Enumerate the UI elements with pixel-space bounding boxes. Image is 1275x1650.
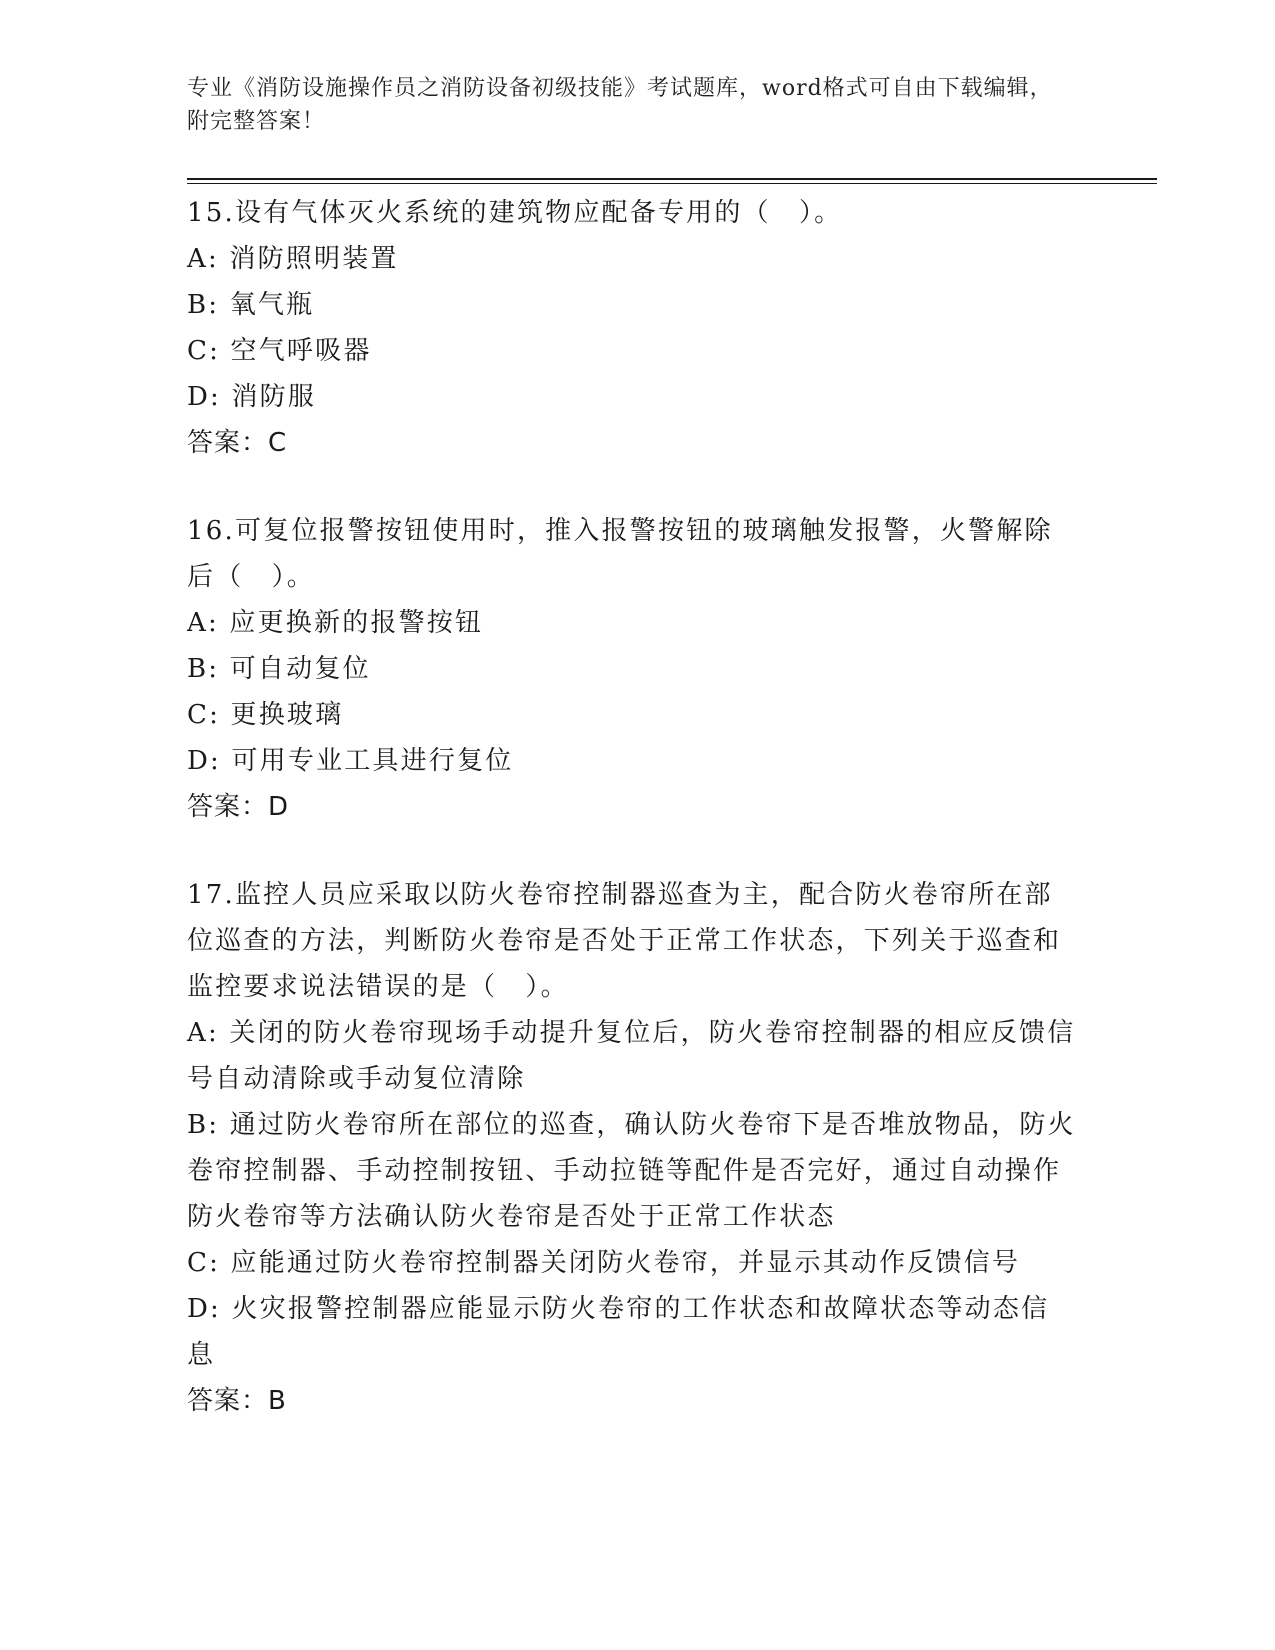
option-c: C: 空气呼吸器: [187, 336, 372, 366]
question-stem: 16.可复位报警按钮使用时，推入报警按钮的玻璃触发报警，火警解除后（ ）。: [187, 516, 1053, 592]
option-a: A: 关闭的防火卷帘现场手动提升复位后，防火卷帘控制器的相应反馈信号自动清除或手动复位清除: [187, 1018, 1076, 1094]
question-stem: 17.监控人员应采取以防火卷帘控制器巡查为主，配合防火卷帘所在部位巡查的方法，判断防火卷帘是否处于正常工作状态，下列关于巡查和监控要求说法错误的是（ ）。: [187, 880, 1062, 1002]
option-b: B: 通过防火卷帘所在部位的巡查，确认防火卷帘下是否堆放物品，防火卷帘控制器、手动控制按钮、手动拉链等配件是否完好，通过自动操作防火卷帘等方法确认防火卷帘是否处于正常工作状态: [187, 1110, 1076, 1232]
option-c: C: 应能通过防火卷帘控制器关闭防火卷帘，并显示其动作反馈信号: [187, 1248, 1021, 1278]
question-17: [187, 872, 1077, 1424]
option-b: B: 可自动复位: [187, 654, 371, 684]
question-stem: 15.设有气体灭火系统的建筑物应配备专用的（ ）。: [187, 198, 843, 228]
option-a: A: 应更换新的报警按钮: [187, 608, 484, 638]
option-d: D: 火灾报警控制器应能显示防火卷帘的工作状态和故障状态等动态信息: [187, 1294, 1050, 1370]
option-b: B: 氧气瓶: [187, 290, 315, 320]
option-a: A: 消防照明装置: [187, 244, 399, 274]
header-divider: [187, 178, 1157, 184]
answer-line: 答案：C: [187, 428, 288, 458]
option-d: D: 消防服: [187, 382, 317, 412]
question-16: [187, 508, 1077, 830]
document-header: 专业《消防设施操作员之消防设备初级技能》考试题库，word格式可自由下载编辑，附完整答案！: [187, 76, 1053, 134]
answer-line: 答案：B: [187, 1386, 287, 1416]
option-d: D: 可用专业工具进行复位: [187, 746, 514, 776]
question-list: [187, 190, 1077, 1466]
answer-line: 答案：D: [187, 792, 290, 822]
option-c: C: 更换玻璃: [187, 700, 344, 730]
question-15: [187, 190, 1077, 466]
